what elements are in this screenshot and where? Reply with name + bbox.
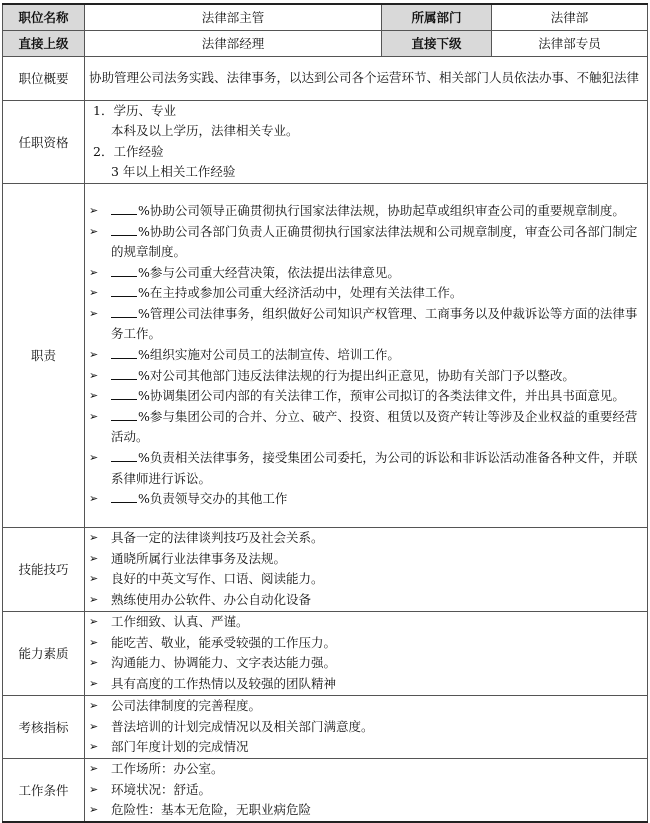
bullet-arrow-icon: ➢: [89, 409, 99, 423]
duties-label: 职责: [3, 183, 85, 527]
fill-blank: [111, 264, 137, 277]
kpi-label: 考核指标: [3, 695, 85, 758]
bullet-arrow-icon: ➢: [89, 615, 99, 629]
job-description-table: [2, 3, 648, 823]
duty-item: ➢ %协助公司各部门负责人正确贯彻执行国家法律法规和公司规章制度，审查公司各部门制定的规章制度。: [89, 223, 638, 260]
duties-content: [85, 183, 648, 527]
bullet-arrow-icon: ➢: [89, 265, 99, 279]
bullet-arrow-icon: ➢: [89, 224, 99, 238]
condition-item: ➢ 环境状况：舒适。: [89, 780, 643, 801]
header-row-2: [3, 30, 648, 56]
kpi-item: ➢ 普法培训的计划完成情况以及相关部门满意度。: [89, 717, 643, 738]
ability-item: ➢ 沟通能力、协调能力、文字表达能力强。: [89, 653, 643, 674]
bullet-arrow-icon: ➢: [89, 656, 99, 670]
duty-item: ➢ %对公司其他部门违反法律法规的行为提出纠正意见，协助有关部门予以整改。: [89, 366, 643, 387]
duties-row: [3, 183, 648, 527]
duty-item: ➢ %负责相关法律事务，接受集团公司委托，为公司的诉讼和非诉讼活动准备各种文件，并联系律师进行诉讼。: [89, 450, 638, 486]
qualification-line: 3 年以上相关工作经验: [111, 164, 236, 180]
qualification-line: 2．工作经验: [93, 143, 164, 159]
qualification-content: [85, 100, 648, 183]
ability-item: ➢ 具有高度的工作热情以及较强的团队精神: [89, 674, 643, 695]
conditions-content: [85, 758, 648, 822]
qualification-row: [3, 100, 648, 183]
kpi-content: [85, 695, 648, 758]
bullet-arrow-icon: ➢: [89, 348, 99, 362]
abilities-row: [3, 611, 648, 695]
position-label: 职位名称: [3, 4, 85, 30]
conditions-label: 工作条件: [3, 758, 85, 822]
bullet-arrow-icon: ➢: [89, 203, 99, 217]
skill-item: ➢ 通晓所属行业法律事务及法规。: [89, 549, 643, 570]
duty-item: ➢ %协调集团公司内部的有关法律工作，预审公司拟订的各类法律文件，并出具书面意见。: [89, 386, 643, 407]
qualification-line: 1．学历、专业: [93, 102, 176, 118]
duty-item: ➢ %协助公司领导正确贯彻执行国家法律法规，协助起草或组织审查公司的重要规章制度。: [89, 201, 643, 222]
dept-label: 所属部门: [382, 4, 492, 30]
skill-item: ➢ 良好的中英文写作、口语、阅读能力。: [89, 569, 643, 590]
bullet-arrow-icon: ➢: [89, 592, 99, 606]
condition-item: ➢ 危险性：基本无危险，无职业病危险: [89, 800, 643, 821]
qualification-line: 本科及以上学历，法律相关专业。: [111, 123, 299, 139]
bullet-arrow-icon: ➢: [89, 676, 99, 690]
bullet-arrow-icon: ➢: [89, 698, 99, 712]
subordinate-value: 法律部专员: [492, 30, 648, 56]
bullet-arrow-icon: ➢: [89, 635, 99, 649]
skills-row: [3, 527, 648, 611]
condition-item: ➢ 工作场所：办公室。: [89, 759, 643, 780]
fill-blank: [111, 305, 137, 318]
bullet-arrow-icon: ➢: [89, 803, 99, 817]
overview-text: 协助管理公司法务实践、法律事务，以达到公司各个运营环节、相关部门人员依法办事、不触犯法律: [85, 56, 648, 100]
position-value: 法律部主管: [85, 4, 382, 30]
subordinate-label: 直接下级: [382, 30, 492, 56]
ability-item: ➢ 能吃苦、敬业，能承受较强的工作压力。: [89, 633, 643, 654]
skill-item: ➢ 具备一定的法律谈判技巧及社会关系。: [89, 528, 643, 549]
superior-label: 直接上级: [3, 30, 85, 56]
bullet-arrow-icon: ➢: [89, 551, 99, 565]
fill-blank: [111, 408, 137, 421]
qualification-label: 任职资格: [3, 100, 85, 183]
skill-item: ➢ 熟练使用办公软件、办公自动化设备: [89, 590, 643, 611]
skills-label: 技能技巧: [3, 527, 85, 611]
bullet-arrow-icon: ➢: [89, 492, 99, 506]
abilities-label: 能力素质: [3, 611, 85, 695]
ability-item: ➢ 工作细致、认真、严谨。: [89, 612, 643, 633]
kpi-row: [3, 695, 648, 758]
duty-item: ➢ %参与公司重大经营决策，依法提出法律意见。: [89, 263, 643, 284]
duty-item: ➢ %参与集团公司的合并、分立、破产、投资、租赁以及资产转让等涉及企业权益的重要经营活动。: [89, 408, 638, 445]
fill-blank: [111, 387, 137, 400]
skills-content: [85, 527, 648, 611]
duty-item: ➢ %管理公司法律事务，组织做好公司知识产权管理、工商事务以及仲裁诉讼等方面的法律事务工作。: [89, 305, 638, 342]
bullet-arrow-icon: ➢: [89, 306, 99, 320]
overview-label: 职位概要: [3, 56, 85, 100]
dept-value: 法律部: [492, 4, 648, 30]
bullet-arrow-icon: ➢: [89, 572, 99, 586]
bullet-arrow-icon: ➢: [89, 740, 99, 754]
bullet-arrow-icon: ➢: [89, 451, 99, 465]
bullet-arrow-icon: ➢: [89, 286, 99, 300]
kpi-item: ➢ 公司法律制度的完善程度。: [89, 696, 643, 717]
bullet-arrow-icon: ➢: [89, 762, 99, 776]
fill-blank: [111, 202, 137, 215]
bullet-arrow-icon: ➢: [89, 368, 99, 382]
bullet-arrow-icon: ➢: [89, 719, 99, 733]
overview-row: [3, 56, 648, 100]
duty-item: ➢ %在主持或参加公司重大经济活动中，处理有关法律工作。: [89, 283, 643, 304]
conditions-row: [3, 758, 648, 822]
fill-blank: [111, 223, 137, 236]
fill-blank: [111, 367, 137, 380]
kpi-item: ➢ 部门年度计划的完成情况: [89, 737, 643, 758]
fill-blank: [111, 284, 137, 297]
duty-item: ➢ %组织实施对公司员工的法制宣传、培训工作。: [89, 345, 643, 366]
duty-item: ➢ %负责领导交办的其他工作: [89, 489, 643, 510]
superior-value: 法律部经理: [85, 30, 382, 56]
fill-blank: [111, 346, 137, 359]
bullet-arrow-icon: ➢: [89, 531, 99, 545]
header-row-1: [3, 4, 648, 30]
bullet-arrow-icon: ➢: [89, 782, 99, 796]
bullet-arrow-icon: ➢: [89, 389, 99, 403]
abilities-content: [85, 611, 648, 695]
fill-blank: [111, 449, 137, 462]
fill-blank: [111, 490, 137, 503]
